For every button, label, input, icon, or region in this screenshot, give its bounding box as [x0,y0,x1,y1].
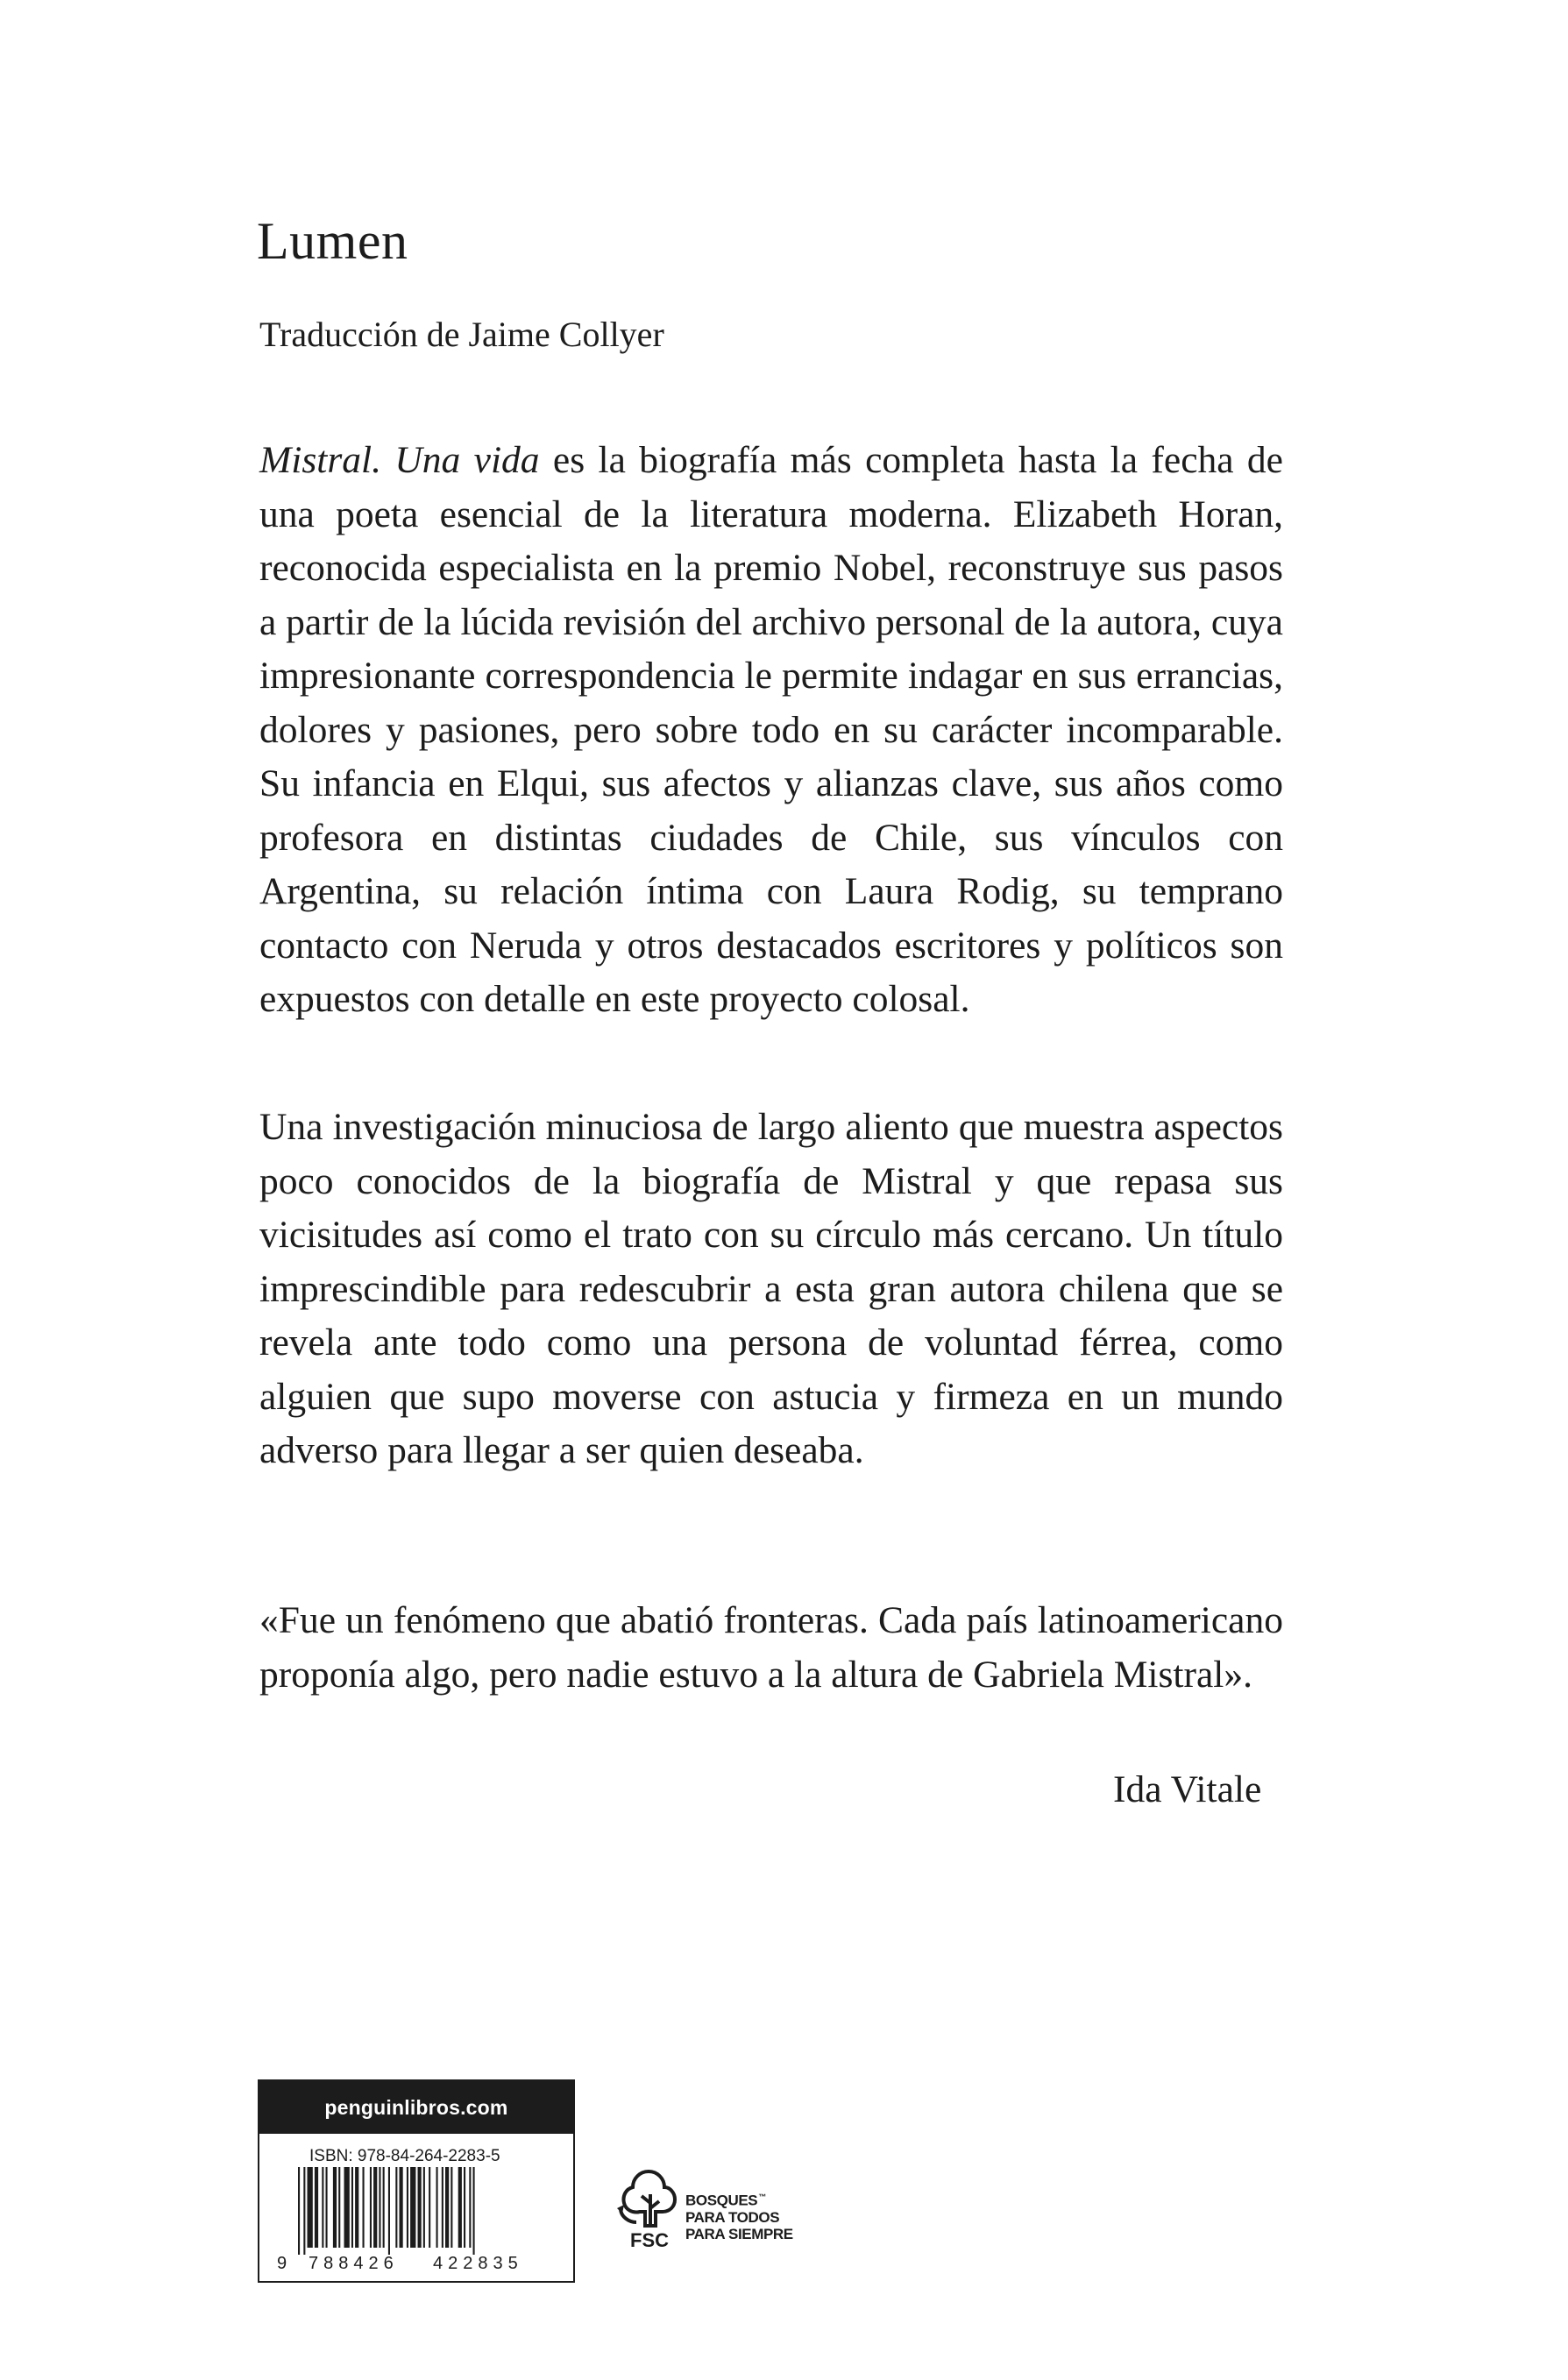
barcode-graphic [273,2167,563,2274]
barcode-bar [473,2167,475,2255]
barcode-bars [298,2167,475,2255]
barcode-digits-left: 788426 [309,2254,399,2273]
publisher-name: Lumen [257,212,408,270]
website-label: penguinlibros.com [259,2081,573,2134]
barcode-bar [308,2167,313,2248]
fsc-logo [615,2168,843,2264]
barcode-bar [436,2167,438,2248]
barcode-box [258,2079,575,2283]
barcode-bar [315,2167,318,2248]
barcode-bar [451,2167,452,2248]
barcode-bar [442,2167,443,2248]
barcode-bar [383,2167,385,2248]
barcode-bar [458,2167,462,2248]
fsc-slogan-line-2: PARA TODOS [685,2208,780,2226]
barcode-bar [338,2167,340,2248]
barcode-bar [373,2167,377,2248]
barcode-bar [388,2167,390,2255]
barcode-bar [464,2167,465,2248]
barcode-bar [370,2167,372,2248]
blurb-paragraph-1-text: es la biografía más completa hasta la fecha de una poeta esencial de la literatura moderna. Elizabeth Horan, reconocida especialista en la premio Nobel, reconstruye sus pasos a partir de la lúcida revisión del archivo personal de la autora, cuya impresionante correspondencia le permite indagar en sus errancias, dolores y pasiones, pero sobre todo en su carácter incomparable. Su infancia en Elqui, sus afectos y alianzas clave, sus años como profesora en distintas ciudades de Chile, sus vínculos con Argentina, su relación íntima con Laura Rodig, su temprano contacto con Neruda y otros destacados escritores y políticos son expuestos con detalle en este proyecto colosal. [259,439,1283,1020]
fsc-label: FSC [630,2229,669,2251]
book-title: Mistral. Una vida [259,439,540,481]
isbn-label: ISBN: 978-84-264-2283-5 [309,2147,500,2165]
barcode-bar [395,2167,397,2248]
barcode-bar [298,2167,300,2255]
barcode-bar [355,2167,358,2248]
quote-text: «Fue un fenómeno que abatió fronteras. Cada país latinoamericano proponía algo, pero nadie estuvo a la altura de Gabriela Mistral». [259,1599,1283,1696]
barcode-bar [303,2167,305,2255]
barcode-bar [326,2167,328,2248]
barcode-bar [418,2167,422,2248]
barcode-digits-right: 422835 [433,2254,523,2273]
quote-author: Ida Vitale [1113,1768,1262,1810]
barcode-bar [407,2167,408,2248]
fsc-tree-icon [615,2168,685,2231]
barcode-bar [344,2167,350,2248]
barcode-bar [379,2167,380,2248]
fsc-slogan [685,2189,793,2242]
barcode-bar [410,2167,415,2248]
fsc-slogan-line-1: BOSQUES™ [685,2192,766,2209]
barcode-bar [363,2167,365,2248]
blurb-paragraph-1 [259,434,1283,1027]
barcode-bar [445,2167,449,2248]
barcode-bar [400,2167,403,2248]
barcode-bar [333,2167,337,2248]
fsc-slogan-line-3: PARA SIEMPRE [685,2225,793,2242]
barcode-bar [423,2167,425,2248]
translator-credit: Traducción de Jaime Collyer [259,315,664,354]
barcode-bar [322,2167,323,2248]
barcode-bar [469,2167,471,2248]
blurb-paragraph-2: Una investigación minuciosa de largo aliento que muestra aspectos poco conocidos de la biografía de Mistral y que repasa sus vicisitudes así como el trato con su círculo más cercano. Un título imprescindible para redescubrir a esta gran autora chilena que se revela ante todo como una persona de voluntad férrea, como alguien que supo moverse con astucia y firmeza en un mundo adverso para llegar a ser quien deseaba. [259,1106,1283,1471]
barcode-lead-digit: 9 [277,2254,287,2273]
barcode-bar [351,2167,353,2248]
barcode-bar [429,2167,430,2248]
